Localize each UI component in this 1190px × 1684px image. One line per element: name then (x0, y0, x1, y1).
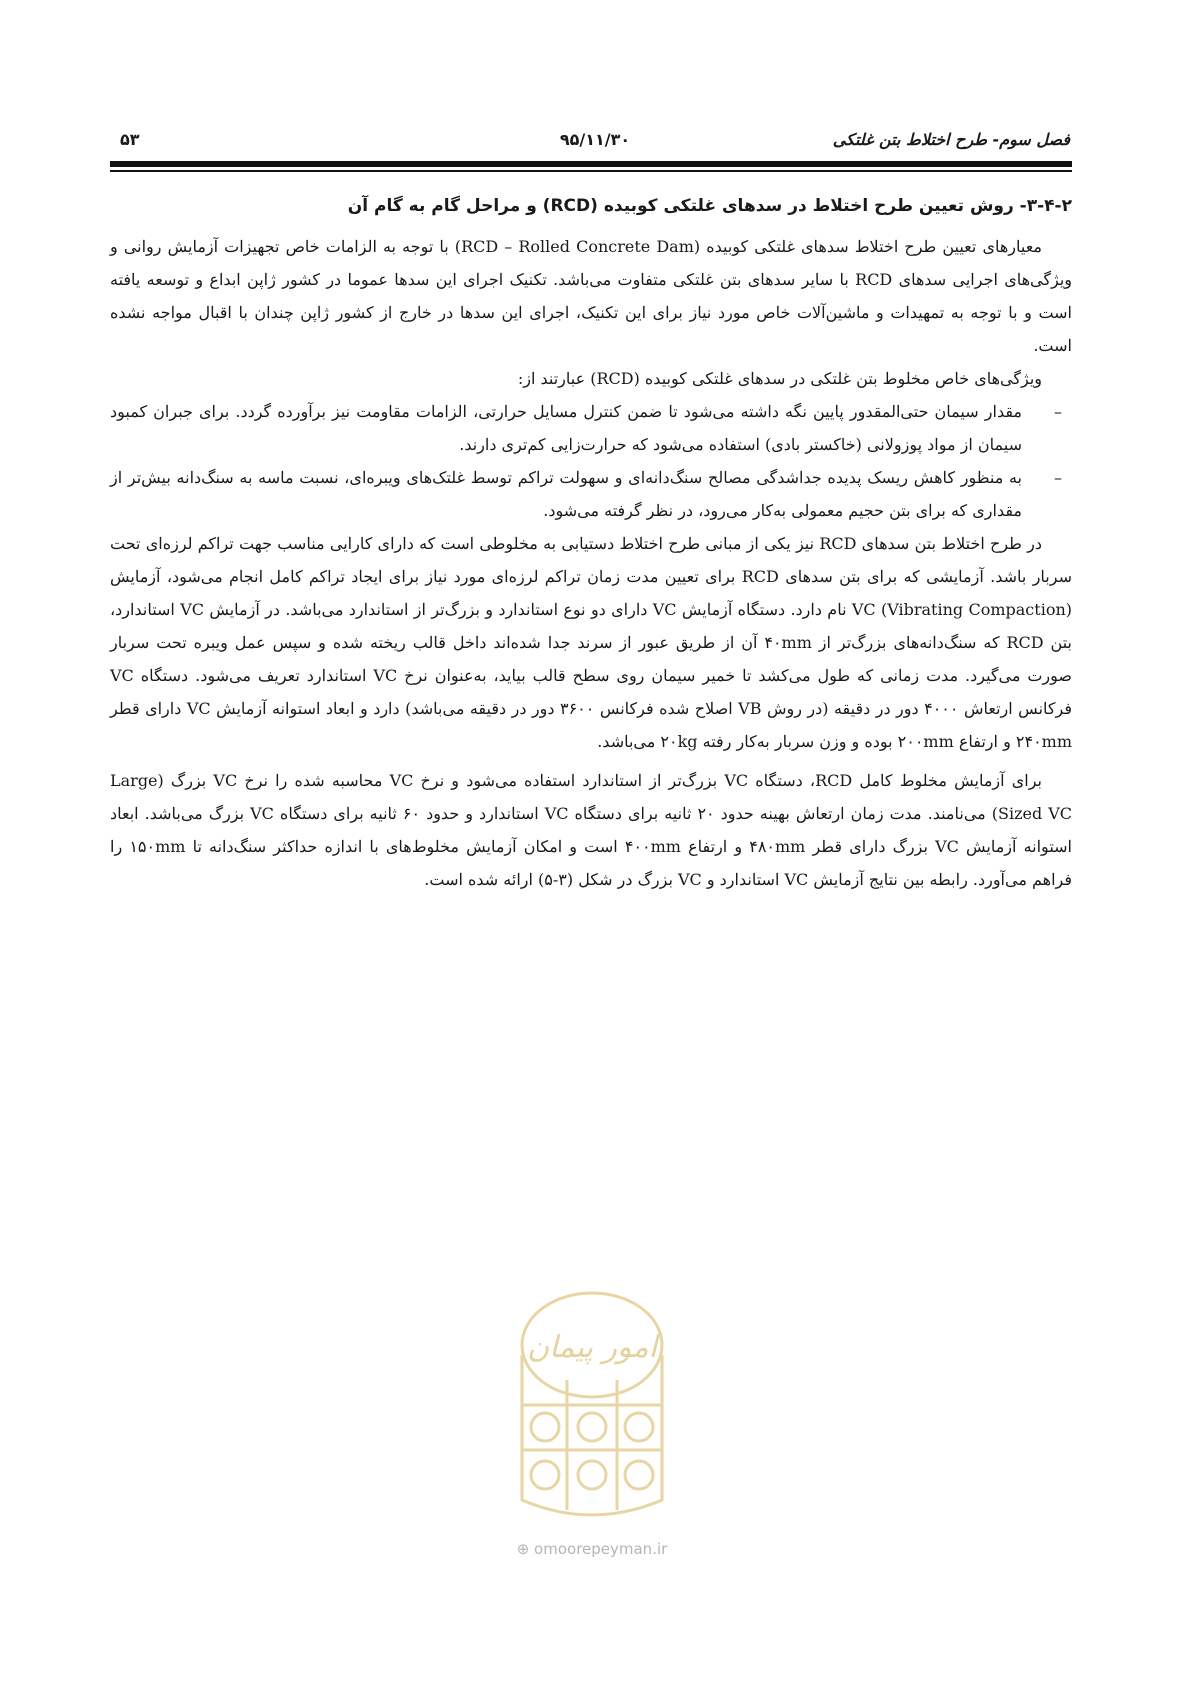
header-rule-thick (110, 161, 1072, 167)
watermark-logo (497, 1285, 687, 1535)
paragraph-2: ویژگی‌های خاص مخلوط بتن غلتکی در سدهای غلتکی کوبیده (RCD) عبارتند از: (517, 369, 1042, 388)
list-item (110, 395, 1072, 461)
paragraph-1: معیارهای تعیین طرح اختلاط سدهای غلتکی کوبیده (RCD – Rolled Concrete Dam) با توجه به الزامات خاص تجهیزات آزمایش روانی و ویژگی‌های اجرایی سدهای RCD با سایر سدهای بتن غلتکی متفاوت می‌باشد. تکنیک اجرای این سدها عموما در کشور ژاپن ابداع و توسعه یافته است و با توجه به تمهیدات و ماشین‌آلات خاص مورد نیاز برای این تکنیک، اجرای این سدها در خارج از کشور ژاپن چندان با اقبال مواجه نشده است. (110, 237, 1073, 355)
chapter-title: فصل سوم- طرح اختلاط بتن غلتکی (832, 130, 1070, 149)
logo-lettering: امور پیمان (527, 1330, 657, 1365)
page-header (120, 130, 1070, 156)
header-date: ۹۵/۱۱/۳۰ (559, 130, 631, 149)
paragraph-4: برای آزمایش مخلوط کامل RCD، دستگاه VC بزرگ‌تر از استاندارد استفاده می‌شود و نرخ VC محاسبه شده را نرخ VC بزرگ (Large Sized VC) می‌نامند. مدت زمان ارتعاش بهینه حدود ۲۰ ثانیه برای دستگاه VC استاندارد و حدود ۶۰ ثانیه برای دستگاه VC بزرگ می‌باشد. ابعاد استوانه آزمایش VC بزرگ دارای قطر ۴۸۰mm و ارتفاع ۴۰۰mm است و امکان آزمایش مخلوط‌های با اندازه حداکثر سنگ‌دانه تا ۱۵۰mm را فراهم می‌آورد. رابطه بین نتایج آزمایش VC استاندارد و VC بزرگ در شکل (۳-۵) ارائه شده است. (110, 771, 1073, 889)
logo-emblem-icon (497, 1285, 687, 1535)
page-number: ۵۳ (120, 130, 140, 149)
features-list (110, 395, 1072, 527)
list-item-text: به منظور کاهش ریسک پدیده جداشدگی مصالح سنگ‌دانه‌ای و سهولت تراکم توسط غلتک‌های ویبره‌ای، نسبت ماسه به سنگ‌دانه بیش‌تر از مقداری که برای بتن حجیم معمولی به‌کار می‌رود، در نظر گرفته می‌شود. (110, 468, 1022, 520)
watermark-site-text: omoorepeyman.ir (534, 1540, 668, 1558)
paragraph-3: در طرح اختلاط بتن سدهای RCD نیز یکی از مبانی طرح اختلاط دستیابی به مخلوطی است که دارای کارایی مناسب جهت تراکم لرزه‌ای تحت سربار باشد. آزمایشی که برای بتن سدهای RCD برای تعیین مدت زمان تراکم لرزه‌ای مورد نیاز برای ایجاد تراکم کامل انجام می‌شود، آزمایش (VC (Vibrating Compaction نام دارد. دستگاه آزمایش VC دارای دو نوع استاندارد و بزرگ‌تر از استاندارد می‌باشد. در آزمایش VC استاندارد، بتن RCD که سنگ‌دانه‌های بزرگ‌تر از ۴۰mm آن از طریق عبور از سرند جدا شده‌اند داخل قالب ریخته شده و سپس عمل ویبره تحت سربار صورت می‌گیرد. مدت زمانی که طول می‌کشد تا خمیر سیمان روی سطح قالب بیاید، به‌عنوان نرخ VC استاندارد تعریف می‌شود. دستگاه VC فرکانس ارتعاش ۴۰۰۰ دور در دقیقه (در روش VB اصلاح شده فرکانس ۳۶۰۰ دور در دقیقه می‌باشد) دارد و ابعاد استوانه آزمایش VC دارای قطر ۲۴۰mm و ارتفاع ۲۰۰mm بوده و وزن سربار به‌کار رفته ۲۰kg می‌باشد. (110, 534, 1072, 751)
bullet-dash: – (1054, 402, 1062, 421)
page-body (110, 182, 1072, 896)
header-rule-thin (110, 170, 1072, 172)
bullet-dash: – (1054, 468, 1062, 487)
globe-icon: ⊕ (516, 1540, 530, 1558)
list-item (110, 461, 1072, 527)
section-heading: ۳-۴-۲- روش تعیین طرح اختلاط در سدهای غلتکی کوبیده (RCD) و مراحل گام به گام آن (347, 196, 1072, 216)
watermark-site (497, 1540, 687, 1558)
list-item-text: مقدار سیمان حتی‌المقدور پایین نگه داشته می‌شود تا ضمن کنترل مسایل حرارتی، الزامات مقاومت نیز برآورده گردد. برای جبران کمبود سیمان از مواد پوزولانی (خاکستر بادی) استفاده می‌شود که حرارت‌زایی کم‌تری دارند. (110, 402, 1022, 454)
